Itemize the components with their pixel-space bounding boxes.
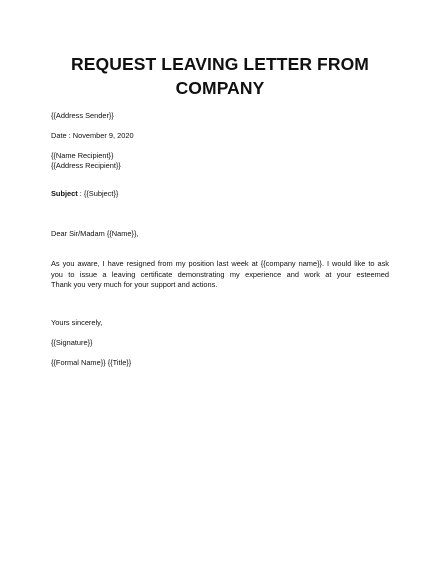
body-paragraph	[51, 259, 389, 291]
address-sender: {{Address Sender}}	[51, 111, 114, 120]
letter-date: Date : November 9, 2020	[51, 131, 134, 140]
subject-line	[51, 189, 118, 199]
address-recipient: {{Address Recipient}}	[51, 161, 121, 170]
name-recipient: {{Name Recipient}}	[51, 151, 114, 160]
subject-value: : {{Subject}}	[77, 189, 119, 198]
closing: Yours sincerely,	[51, 318, 103, 327]
body-line-1: As you aware, I have resigned from my position last week at {{company name}}. I would like to ask	[51, 259, 389, 268]
signature: {{Signature}}	[51, 338, 93, 347]
salutation: Dear Sir/Madam {{Name}},	[51, 229, 139, 238]
body-line-2: you to issue a leaving certificate demonstrating my experience and work at your esteemed	[51, 269, 389, 279]
letter-title	[40, 52, 400, 100]
subject-label: Subject	[51, 189, 78, 198]
title-line-2: COMPANY	[175, 78, 265, 98]
body-line-3: Thank you very much for your support and actions.	[51, 280, 218, 289]
title-line-1: REQUEST LEAVING LETTER FROM	[71, 54, 369, 74]
formal-name-title: {{Formal Name}} {{Title}}	[51, 358, 132, 367]
